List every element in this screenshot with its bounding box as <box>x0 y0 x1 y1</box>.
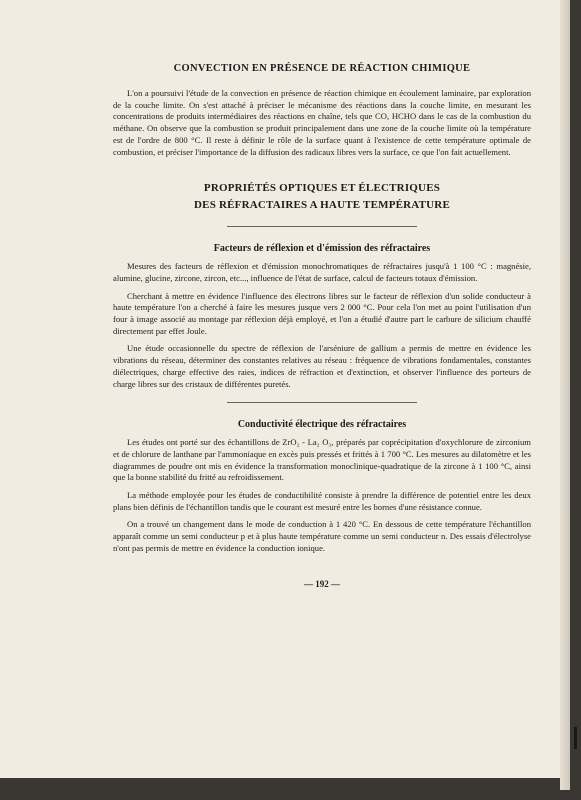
page-edge-shadow <box>560 0 570 790</box>
paragraph-conductivite-1: Les études ont porté sur des échantillons de ZrO₂ - La₂ O₃, préparés par coprécipitation d'oxychlorure de zirconium et de chlorure de lanthane par l'ammoniaque en excès puis pressés et frittés à 1 700 °C. Les mesures au dilatomètre et les diagrammes de poudre ont mis en évidence la transformation monoclinique-quadratique de la zircone à 1 100 °C, ainsi que la bonne stabilité du fritté au refroidissement. <box>113 437 531 483</box>
page-content <box>113 52 531 589</box>
paragraph-convection: L'on a poursuivi l'étude de la convection en présence de réaction chimique en écoulement laminaire, par exploration de la couche limite. On s'est attaché à préciser le mécanisme des réactions dans la couche limite, en mesurant les concentrations de produits intermédiaires des réactions en chaîne, tels que CO, HCHO dans le cas de la combustion du méthane. On observe que la combustion se produit principalement dans une zone de la couche limite où la température est de l'ordre de 800 °C. Il reste à définir le rôle de la surface quant à l'existence de cette température optimale de combustion, et préciser l'importance de la diffusion des radicaux libres vers la surface, ce que l'on fait actuellement. <box>113 88 531 157</box>
section-title-convection: CONVECTION EN PRÉSENCE DE RÉACTION CHIMIQUE <box>173 63 471 74</box>
subsection-divider <box>227 402 417 403</box>
paragraph-conductivite-3: On a trouvé un changement dans le mode de conduction à 1 420 °C. En dessous de cette température l'échantillon apparaît comme un semi conducteur p et à plus haute température comme un semi conducteur n. Des essais d'électrolyse n'ont pas permis de mettre en évidence la conduction ionique. <box>113 519 531 553</box>
paragraph-conductivite-2: La méthode employée pour les études de conductibilité consiste à prendre la différence de potentiel entre les deux plans bien définis de l'échantillon tandis que le courant est mesuré entre les bornes d'une résistance connue. <box>113 490 531 512</box>
section-title-line-1: PROPRIÉTÉS OPTIQUES ET ÉLECTRIQUES <box>203 182 441 195</box>
paragraph-reflexion-1: Mesures des facteurs de réflexion et d'émission monochromatiques de réfractaires jusqu'à 1 100 °C : magnésie, alumine, glucine, zircone, zircon, etc..., influence de l'état de surface, calcul de facteurs totaux d'émission. <box>113 261 531 283</box>
subsection-title-conductivite: Conductivité électrique des réfractaires <box>237 419 407 431</box>
paragraph-reflexion-2: Cherchant à mettre en évidence l'influence des électrons libres sur le facteur de réflexion d'un solide conducteur à haute température l'on a cherché à faire les mesures jusque vers 2 000 °C. Pour cela l'on met au point l'utilisation d'un four à image associé au montage par réflexion déjà employé, et l'on a étudié d'autre part le carbure de silicium chauffé directement par effet Joule. <box>113 290 531 336</box>
section-title-refractaires <box>113 180 531 214</box>
page-number: — 192 — <box>304 578 340 589</box>
paragraph-reflexion-3: Une étude occasionnelle du spectre de réflexion de l'arséniure de gallium a permis de mettre en évidence les vibrations du réseau, déterminer des constantes relatives au réseau : fréquence de vibrations fondamentales, constantes diélectriques, charge effective des raies, indices de réfraction et d'extinction, et observer l'influence des porteurs de charge libres sur des cristaux de différentes puretés. <box>113 343 531 389</box>
section-divider <box>227 226 417 227</box>
subsection-title-reflexion: Facteurs de réflexion et d'émission des réfractaires <box>213 243 431 255</box>
page-edge-mark <box>574 727 577 749</box>
section-title-line-2: DES RÉFRACTAIRES A HAUTE TEMPÉRATURE <box>194 199 450 212</box>
